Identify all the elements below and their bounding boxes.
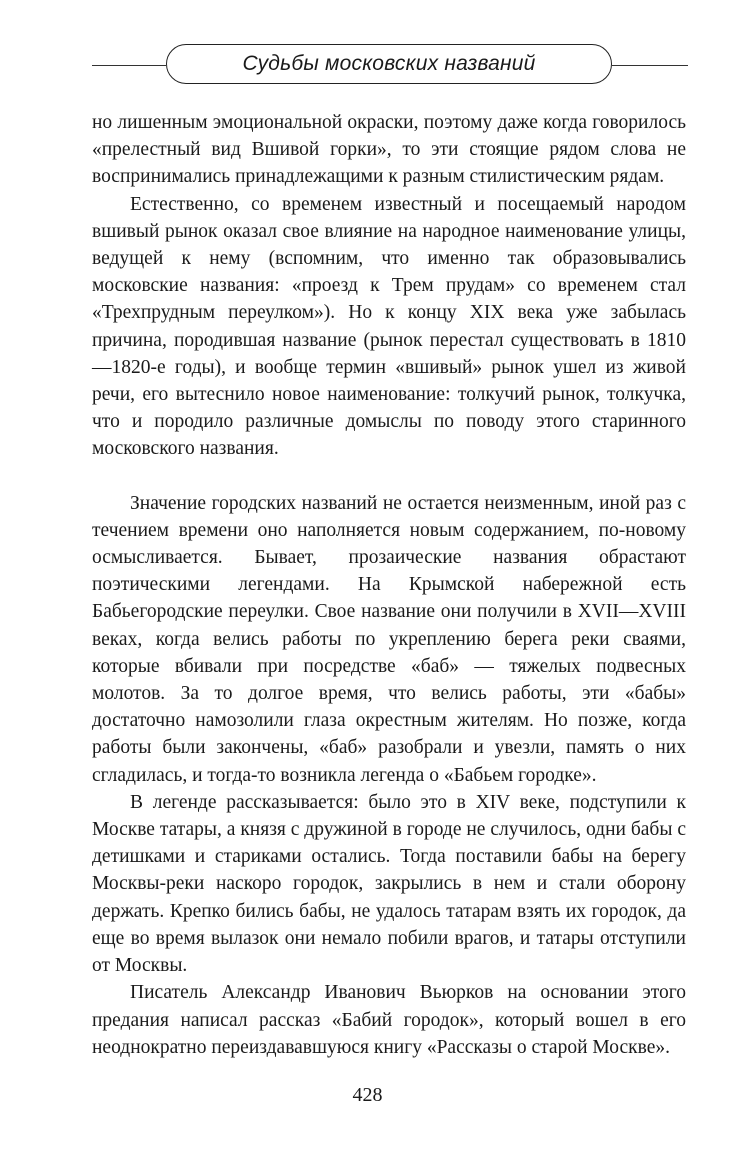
header-rule-left	[92, 65, 166, 66]
paragraph-vshivy-market: Естественно, со временем известный и посещаемый народом вшивый рынок оказал свое влияние на народное наименование улицы, ведущей к нему (вспомним, что именно так образовывались московские названия: «проезд к Трем прудам» со временем стал «Трехпрудным переулком»). Но к концу XIX века уже забылась причина, породившая название (рынок перестал существовать в 1810—1820-е годы), и вообще термин «вшивый» рынок ушел из живой речи, его вытеснило новое наименование: толкучий рынок, толкучка, что и породило различные домыслы по поводу этого старинного московского названия.	[92, 193, 686, 460]
page-number: 428	[352, 1084, 383, 1106]
paragraph-legend: В легенде рассказывается: было это в XIV веке, подступили к Москве татары, а князя с дружиной в городе не случилось, одни бабы с детишками и стариками остались. Тогда поставили бабы на берегу Москвы-реки наскоро городок, закрылись в нем и стали оборону держать. Крепко бились бабы, не удалось татарам взять их городок, да еще во время вылазок они немало побили врагов, и татары отступили от Москвы.	[92, 791, 686, 977]
paragraph-continuation: но лишенным эмоциональной окраски, поэтому даже когда говорилось «прелестный вид Вшивой горки», то эти стоящие рядом слова не воспринимались принадлежащими к разным стилистическим рядам.	[92, 112, 686, 188]
running-header	[0, 44, 735, 86]
header-rule-right	[612, 65, 688, 66]
paragraph-vyurkov: Писатель Александр Иванович Вьюрков на основании этого предания написал рассказ «Бабий городок», который вошел в его неоднократно переиздававшуюся книгу «Рассказы о старой Москве».	[92, 982, 686, 1058]
paragraph-babyegorodskie: Значение городских названий не остается неизменным, иной раз с течением времени оно наполняется новым содержанием, по-новому осмысливается. Бывает, прозаические названия обрастают поэтическими легендами. На Крымской набережной есть Бабьегородские переулки. Свое название они получили в XVII—XVIII веках, когда велись работы по укреплению берега реки сваями, которые вбивали при посредстве «баб» — тяжелых подвесных молотов. За то долгое время, что велись работы, эти «бабы» достаточно намозолили глаза окрестным жителям. Но позже, когда работы были закончены, «баб» разобрали и увезли, память о них сгладилась, и тогда-то возникла легенда о «Бабьем городке».	[92, 492, 686, 786]
running-header-title: Судьбы московских названий	[242, 52, 536, 75]
page-body	[92, 109, 686, 1061]
header-frame	[166, 44, 612, 84]
